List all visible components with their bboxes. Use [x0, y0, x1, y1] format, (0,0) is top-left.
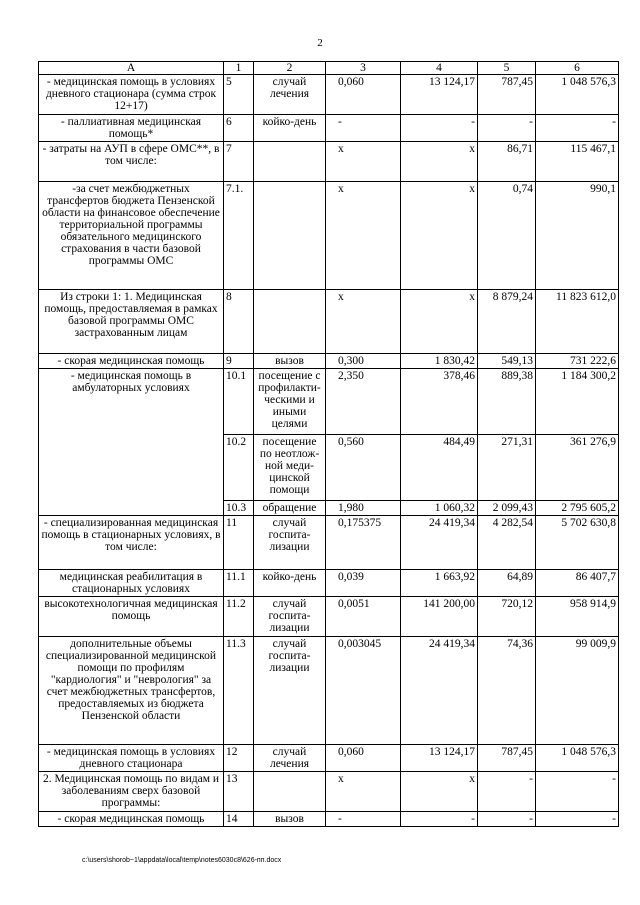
- header-cell: А: [39, 62, 224, 75]
- table-row: [39, 354, 619, 369]
- norm-cell: 0,060: [326, 745, 401, 772]
- page-number: 2: [317, 37, 323, 49]
- cost-cell: x: [401, 182, 478, 290]
- table-row: [39, 516, 619, 570]
- row-number-cell: 5: [224, 75, 254, 115]
- table-row: [39, 637, 619, 745]
- row-name-cell: - затраты на АУП в сфере ОМС**, в том числе:: [39, 142, 224, 182]
- total-cell: 731 222,6: [536, 354, 619, 369]
- unit-cell: случай госпита-лизации: [254, 637, 326, 745]
- table-row: [39, 75, 619, 115]
- unit-cell: койко-день: [254, 115, 326, 142]
- per-capita-cell: 549,13: [478, 354, 536, 369]
- table-row: [39, 142, 619, 182]
- unit-cell: случай госпита-лизации: [254, 516, 326, 570]
- total-cell: 5 702 630,8: [536, 516, 619, 570]
- row-number-cell: 10.2: [224, 435, 254, 501]
- row-name-cell: - медицинская помощь в амбулаторных условиях: [39, 369, 224, 516]
- cost-cell: 1 060,32: [401, 501, 478, 516]
- row-name-cell: высокотехнологичная медицинская помощь: [39, 597, 224, 637]
- norm-cell: 0,003045: [326, 637, 401, 745]
- row-number-cell: 6: [224, 115, 254, 142]
- norm-cell: 0,300: [326, 354, 401, 369]
- per-capita-cell: 787,45: [478, 745, 536, 772]
- table-row: [39, 745, 619, 772]
- cost-cell: 1 663,92: [401, 570, 478, 597]
- row-number-cell: 11: [224, 516, 254, 570]
- per-capita-cell: -: [478, 115, 536, 142]
- per-capita-cell: 86,71: [478, 142, 536, 182]
- data-table: [38, 61, 619, 827]
- row-name-cell: Из строки 1: 1. Медицинская помощь, предоставляемая в рамках базовой программы ОМС застрахованным лицам: [39, 290, 224, 354]
- total-cell: 361 276,9: [536, 435, 619, 501]
- per-capita-cell: 889,38: [478, 369, 536, 435]
- cost-cell: 141 200,00: [401, 597, 478, 637]
- file-path-footer: c:\users\shorob~1\appdata\local\temp\notes6030c8\626-пп.docx: [82, 857, 282, 864]
- row-name-cell: - медицинская помощь в условиях дневного стационара: [39, 745, 224, 772]
- unit-cell: [254, 182, 326, 290]
- row-name-cell: дополнительные объемы специализированной медицинской помощи по профилям "кардиология" и "неврология" за счет межбюджетных трансфертов, предоставляемых из бюджета Пензенской области: [39, 637, 224, 745]
- header-cell: 1: [224, 62, 254, 75]
- row-number-cell: 11.2: [224, 597, 254, 637]
- per-capita-cell: 0,74: [478, 182, 536, 290]
- table-row: [39, 182, 619, 290]
- unit-cell: случай лечения: [254, 745, 326, 772]
- row-number-cell: 12: [224, 745, 254, 772]
- row-number-cell: 10.1: [224, 369, 254, 435]
- row-number-cell: 10.3: [224, 501, 254, 516]
- total-cell: 1 048 576,3: [536, 745, 619, 772]
- row-number-cell: 13: [224, 772, 254, 812]
- header-cell: 4: [401, 62, 478, 75]
- norm-cell: -: [326, 115, 401, 142]
- cost-cell: 24 419,34: [401, 637, 478, 745]
- per-capita-cell: -: [478, 812, 536, 827]
- norm-cell: x: [326, 772, 401, 812]
- cost-cell: 24 419,34: [401, 516, 478, 570]
- norm-cell: 1,980: [326, 501, 401, 516]
- row-number-cell: 14: [224, 812, 254, 827]
- total-cell: 2 795 605,2: [536, 501, 619, 516]
- total-cell: 1 184 300,2: [536, 369, 619, 435]
- row-number-cell: 8: [224, 290, 254, 354]
- row-name-cell: медицинская реабилитация в стационарных условиях: [39, 570, 224, 597]
- table-row: [39, 812, 619, 827]
- table-row: [39, 772, 619, 812]
- per-capita-cell: 787,45: [478, 75, 536, 115]
- row-name-cell: 2. Медицинская помощь по видам и заболеваниям сверх базовой программы:: [39, 772, 224, 812]
- unit-cell: [254, 290, 326, 354]
- total-cell: 115 467,1: [536, 142, 619, 182]
- per-capita-cell: 74,36: [478, 637, 536, 745]
- table-row: [39, 369, 619, 435]
- header-cell: 6: [536, 62, 619, 75]
- norm-cell: 0,175375: [326, 516, 401, 570]
- per-capita-cell: 271,31: [478, 435, 536, 501]
- row-name-cell: - скорая медицинская помощь: [39, 812, 224, 827]
- norm-cell: 0,060: [326, 75, 401, 115]
- cost-cell: x: [401, 290, 478, 354]
- header-cell: 5: [478, 62, 536, 75]
- table-row: [39, 290, 619, 354]
- header-row: [39, 62, 619, 75]
- unit-cell: [254, 142, 326, 182]
- total-cell: 990,1: [536, 182, 619, 290]
- cost-cell: 13 124,17: [401, 75, 478, 115]
- unit-cell: вызов: [254, 812, 326, 827]
- unit-cell: посещение с профилакти-ческими и иными целями: [254, 369, 326, 435]
- total-cell: 1 048 576,3: [536, 75, 619, 115]
- unit-cell: вызов: [254, 354, 326, 369]
- row-number-cell: 9: [224, 354, 254, 369]
- per-capita-cell: 2 099,43: [478, 501, 536, 516]
- unit-cell: случай лечения: [254, 75, 326, 115]
- total-cell: -: [536, 812, 619, 827]
- row-number-cell: 7: [224, 142, 254, 182]
- unit-cell: койко-день: [254, 570, 326, 597]
- row-name-cell: -за счет межбюджетных трансфертов бюджета Пензенской области на финансовое обеспечение территориальной программы обязательного медицинского страхования в части базовой программы ОМС: [39, 182, 224, 290]
- per-capita-cell: -: [478, 772, 536, 812]
- cost-cell: x: [401, 142, 478, 182]
- total-cell: 958 914,9: [536, 597, 619, 637]
- header-cell: 3: [326, 62, 401, 75]
- norm-cell: -: [326, 812, 401, 827]
- norm-cell: 0,0051: [326, 597, 401, 637]
- per-capita-cell: 4 282,54: [478, 516, 536, 570]
- total-cell: 11 823 612,0: [536, 290, 619, 354]
- per-capita-cell: 64,89: [478, 570, 536, 597]
- row-name-cell: - паллиативная медицинская помощь*: [39, 115, 224, 142]
- cost-cell: 1 830,42: [401, 354, 478, 369]
- norm-cell: 2,350: [326, 369, 401, 435]
- row-number-cell: 11.3: [224, 637, 254, 745]
- cost-cell: 378,46: [401, 369, 478, 435]
- row-name-cell: - специализированная медицинская помощь в стационарных условиях, в том числе:: [39, 516, 224, 570]
- cost-cell: -: [401, 115, 478, 142]
- norm-cell: 0,039: [326, 570, 401, 597]
- table-row: [39, 570, 619, 597]
- cost-cell: -: [401, 812, 478, 827]
- norm-cell: x: [326, 182, 401, 290]
- norm-cell: x: [326, 290, 401, 354]
- row-name-cell: - медицинская помощь в условиях дневного стационара (сумма строк 12+17): [39, 75, 224, 115]
- norm-cell: 0,560: [326, 435, 401, 501]
- table-row: [39, 115, 619, 142]
- cost-cell: 484,49: [401, 435, 478, 501]
- per-capita-cell: 8 879,24: [478, 290, 536, 354]
- header-cell: 2: [254, 62, 326, 75]
- cost-cell: 13 124,17: [401, 745, 478, 772]
- total-cell: 86 407,7: [536, 570, 619, 597]
- norm-cell: x: [326, 142, 401, 182]
- row-number-cell: 7.1.: [224, 182, 254, 290]
- cost-cell: x: [401, 772, 478, 812]
- unit-cell: случай госпита-лизации: [254, 597, 326, 637]
- total-cell: -: [536, 115, 619, 142]
- total-cell: -: [536, 772, 619, 812]
- unit-cell: посещение по неотлож-ной меди-цинской помощи: [254, 435, 326, 501]
- per-capita-cell: 720,12: [478, 597, 536, 637]
- total-cell: 99 009,9: [536, 637, 619, 745]
- table-row: [39, 597, 619, 637]
- row-name-cell: - скорая медицинская помощь: [39, 354, 224, 369]
- unit-cell: [254, 772, 326, 812]
- row-number-cell: 11.1: [224, 570, 254, 597]
- unit-cell: обращение: [254, 501, 326, 516]
